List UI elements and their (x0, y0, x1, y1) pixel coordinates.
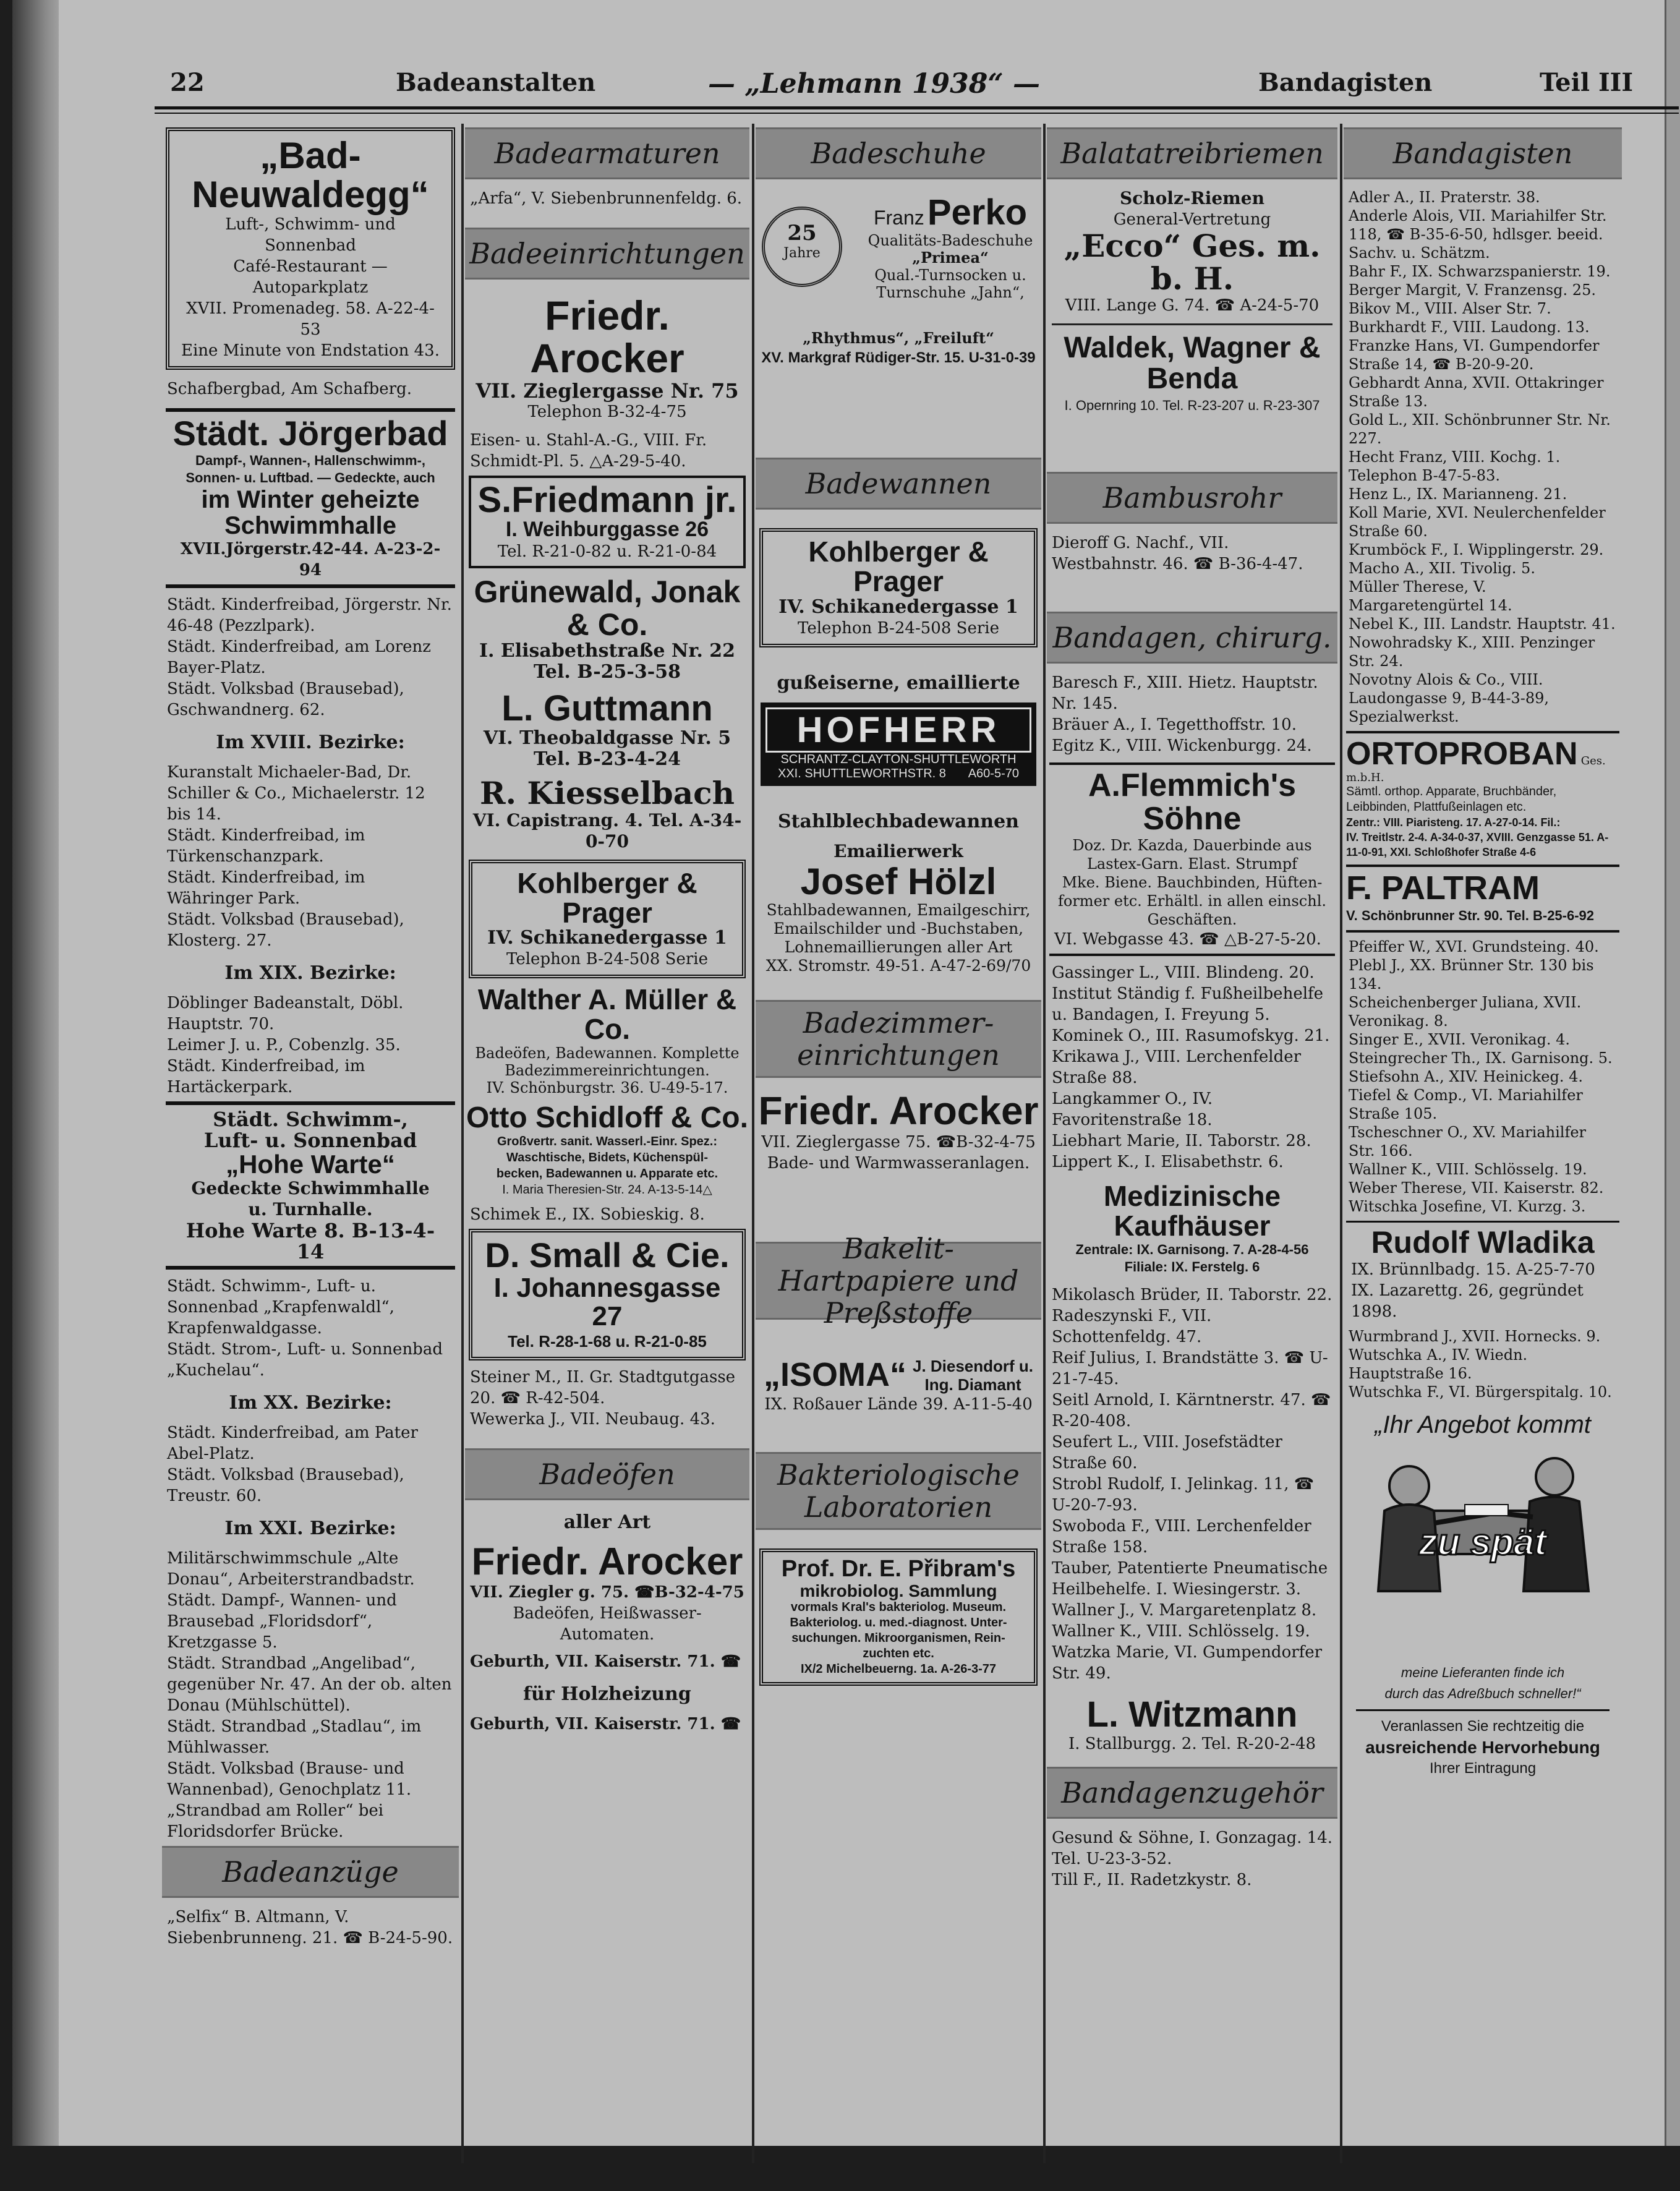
listing-entry: Eisen- u. Stahl-A.-G., VIII. Fr. Schmidt-Pl. 5. △A-29-5-40. (470, 430, 707, 471)
listing-entry: Gassinger L., VIII. Blindeng. 20. (1052, 963, 1315, 982)
listing-entry: Nowohradsky K., XIII. Penzinger Str. 24. (1349, 634, 1595, 670)
ad-line: VIII. Lange G. 74. ☎ A-24-5-70 (1065, 296, 1320, 315)
header-rule-thin (155, 113, 1679, 114)
listing-entry: Wutschka F., VI. Bürgerspitalg. 10. (1349, 1383, 1612, 1401)
listing-entry: Geburth, VII. Kaiserstr. 71. ☎ (470, 1715, 741, 1734)
ad-line: Tel. B-25-3-58 (534, 661, 681, 683)
ad-line: SCHRANTZ-CLAYTON-SHUTTLEWORTH (780, 752, 1017, 766)
listing-entry: Singer E., XVII. Veronikag. 4. (1349, 1031, 1571, 1049)
listing-entry: Gebhardt Anna, XVII. Ottakringer Straße 13. (1349, 374, 1604, 410)
section-heading: Balatatreibriemen (1047, 127, 1337, 179)
ad-name: Prof. Dr. E. Přibram's (781, 1555, 1016, 1582)
ad-perko (756, 188, 1041, 374)
listing-entry: Steiner M., II. Gr. Stadtgutgasse 20. ☎ R-42-504. (470, 1368, 736, 1408)
ad-line: Luft- u. Sonnenbad (203, 1128, 417, 1152)
ad-line: V. Schönbrunner Str. 90. Tel. B-25-6-92 (1346, 908, 1595, 924)
listing-group (162, 762, 459, 951)
listing-entry: Tscheschner O., XV. Mariahilfer Str. 166. (1349, 1124, 1586, 1160)
ad-line: Telephon B-32-4-75 (527, 402, 687, 421)
sub-heading: gußeiserne, emaillierte (777, 672, 1020, 694)
ad-name: HOFHERR (765, 707, 1031, 753)
ad-name: Friedr. Arocker (530, 293, 684, 382)
ad-line: suchungen. Mikroorganismen, Rein- (791, 1631, 1005, 1646)
listing-entry: Wallner J., V. Margaretenplatz 8. (1052, 1600, 1317, 1620)
ad-line: vormals Kral's bakteriolog. Museum. (790, 1600, 1007, 1615)
ad-kohlberger-prager (759, 528, 1038, 647)
listing-entry: Gesund & Söhne, I. Gonzagag. 14. Tel. U-23-3-52. (1052, 1829, 1333, 1869)
ad-first-name: Franz (873, 207, 924, 229)
ad-line: IV. Treitlstr. 2-4. A-34-0-37, XVIII. Genzgasse 51. A-11-0-91, XXI. Schloßhofer Straße 4-6 (1346, 831, 1609, 858)
ad-phone: A60-5-70 (968, 766, 1019, 780)
ad-line: I. Maria Theresien-Str. 24. A-13-5-14△ (502, 1183, 712, 1197)
section-heading: Bambusrohr (1047, 472, 1337, 524)
listing-entry: Kuranstalt Michaeler-Bad, Dr. Schiller & Co., Michaelerstr. 12 bis 14. (167, 762, 425, 824)
ad-line: Qualitäts-Badeschuhe (868, 231, 1033, 249)
ad-arocker (756, 1090, 1041, 1174)
ad-witzmann (1047, 1696, 1337, 1755)
listing-entry: Henz L., IX. Marianneng. 21. (1349, 485, 1567, 503)
listing-entry: Städt. Strom-, Luft- u. Sonnenbad „Kuchelau“. (167, 1339, 443, 1380)
ad-line: Badezimmereinrichtungen. (505, 1061, 710, 1079)
listing-entry: Burkhardt F., VIII. Laudong. 13. (1349, 318, 1590, 336)
listing-group (1047, 962, 1337, 1172)
ad-line: IX. Brünnlbadg. 15. A-25-7-70 (1351, 1260, 1595, 1279)
ad-line: VI. Theobaldgasse Nr. 5 (483, 727, 731, 750)
section-heading: Badeöfen (465, 1448, 749, 1500)
ad-line: Gedeckte Schwimmhalle (191, 1177, 430, 1198)
listing-entry: „Strandbad am Roller“ bei Floridsdorfer Brücke. (167, 1801, 384, 1841)
listing-group (1047, 1284, 1337, 1684)
ad-line: Städt. Schwimm-, (213, 1107, 408, 1131)
listing-entry: „Selfix“ B. Altmann, V. Siebenbrunneng. 21. ☎ B-24-5-90. (167, 1907, 453, 1947)
listing-entry: „Arfa“, V. Siebenbrunnenfeldg. 6. (470, 189, 743, 208)
ad-line: Waschtische, Bidets, Küchenspül- (506, 1151, 708, 1165)
listing-entry: Leimer J. u. P., Cobenzlg. 35. (167, 1035, 401, 1054)
ad-name: Friedr. Arocker (471, 1540, 743, 1584)
listing-group (162, 1422, 459, 1506)
ad-hofherr (761, 703, 1036, 786)
ad-line: Lastex-Garn. Elast. Strumpf (1086, 855, 1298, 873)
ad-name: Otto Schidloff & Co. (466, 1101, 748, 1134)
ad-line: IX. Roßauer Lände 39. A-11-5-40 (764, 1394, 1033, 1414)
ad-line: Badeöfen, Heißwasser-Automaten. (513, 1604, 702, 1644)
section-heading: Bakelit-Hartpapiere und Preßstoffe (756, 1242, 1041, 1320)
listing-entry: Mikolasch Brüder, II. Taborstr. 22. (1052, 1285, 1332, 1304)
ad-line: former etc. Erhältl. in allen einschl. (1058, 892, 1326, 910)
ad-line: Bade- und Warmwasseranlagen. (767, 1153, 1030, 1172)
ad-line: Badeöfen, Badewannen. Komplette (475, 1044, 740, 1062)
ad-name: Kohlberger & Prager (517, 866, 697, 929)
ad-line: Filiale: IX. Ferstelg. 6 (1124, 1258, 1260, 1275)
ad-line: VII. Zieglergasse 75. ☎B-32-4-75 (761, 1132, 1036, 1151)
ad-name: Walther A. Müller & Co. (477, 983, 737, 1046)
ad-line: Ing. Diamant (924, 1375, 1021, 1394)
ad-line: Eine Minute von Endstation 43. (181, 341, 440, 360)
listing-entry: Krumböck F., I. Wipplingerstr. 29. (1349, 541, 1604, 558)
ad-line: Tel. R-28-1-68 u. R-21-0-85 (508, 1332, 707, 1351)
ad-bad-neuwaldegg (166, 127, 455, 370)
section-heading: Badewannen (756, 458, 1041, 510)
listing-entry: Tauber, Patentierte Pneumatische Heilbehelfe. I. Wiesingerstr. 3. (1052, 1558, 1328, 1599)
ad-line: u. Turnhalle. (248, 1198, 373, 1219)
promo-line: Ihrer Eintragung (1429, 1759, 1537, 1777)
ad-small (469, 1229, 746, 1360)
ad-line: I. Stallburgg. 2. Tel. R-20-2-48 (1068, 1735, 1316, 1754)
listing-entry: Plebl J., XX. Brünner Str. 130 bis 134. (1349, 957, 1594, 993)
listing-group (1344, 937, 1622, 1216)
ad-line: XXI. SHUTTLEWORTHSTR. 8 (778, 766, 946, 780)
ad-name: Josef Hölzl (800, 860, 997, 902)
listing-entry: Städt. Kinderfreibad, im Türkenschanzpark. (167, 826, 365, 866)
ad-line: VII. Ziegler g. 75. ☎B-32-4-75 (470, 1583, 744, 1602)
page-number: 22 (170, 68, 205, 97)
ad-flemmich (1049, 762, 1335, 956)
listing-entry: Liebhart Marie, II. Taborstr. 28. (1052, 1131, 1311, 1150)
column-2 (465, 124, 749, 2163)
listing-entry: Döblinger Badeanstalt, Döbl. Hauptstr. 70. (167, 993, 404, 1033)
ad-line: Geschäften. (1147, 910, 1237, 928)
ad-name: D. Small & Cie. (485, 1236, 730, 1275)
listing-entry: Steingrecher Th., IX. Garnisong. 5. (1349, 1049, 1613, 1067)
listing-entry: Stiefsohn A., XIV. Heinickeg. 4. (1349, 1068, 1583, 1086)
listing-group (1344, 188, 1622, 726)
ad-kiesselbach (465, 777, 749, 852)
promo-line: durch das Adreßbuch schneller!“ (1384, 1685, 1581, 1701)
section-heading: Badeanzüge (162, 1846, 459, 1898)
section-heading: Badeschuhe (756, 127, 1041, 179)
listing-entry: Strobl Rudolf, I. Jelinkag. 11, ☎ U-20-7-93. (1052, 1474, 1315, 1514)
listing-entry: Baresch F., XIII. Hietz. Hauptstr. Nr. 145. (1052, 673, 1318, 713)
ad-line: IV. Schikanedergasse 1 (487, 927, 727, 949)
next-page-edge (1665, 0, 1680, 2146)
listing-entry: Städt. Kinderfreibad, im Hartäckerpark. (167, 1056, 365, 1096)
ad-name: R. Kiesselbach (480, 775, 735, 812)
ad-line: Emailschilder und -Buchstaben, (773, 919, 1024, 937)
header-rule (155, 106, 1679, 109)
ad-medizinische-kaufhaeuser (1047, 1181, 1337, 1276)
ad-line: I. Opernring 10. Tel. R-23-207 u. R-23-307 (1064, 397, 1320, 413)
ad-line: VI. Capistrang. 4. Tel. A-34-0-70 (472, 809, 742, 852)
listing-group (162, 1548, 459, 1842)
ad-line: zuchten etc. (863, 1647, 934, 1661)
ad-name: Rudolf Wladika (1371, 1225, 1595, 1260)
listing-entry: Radeszynski F., VII. Schottenfeldg. 47. (1052, 1306, 1212, 1346)
promo-line: Veranlassen Sie rechtzeitig die (1381, 1717, 1585, 1735)
ad-gruenewald (465, 576, 749, 683)
ad-line: Sonnen- u. Luftbad. — Gedeckte, auch (185, 469, 435, 485)
ad-line: becken, Badewannen u. Apparate etc. (496, 1167, 718, 1181)
sub-heading: für Holzheizung (523, 1683, 691, 1706)
ad-line: VI. Webgasse 43. ☎ △B-27-5-20. (1054, 929, 1321, 949)
listing-entry: Reif Julius, I. Brandstätte 3. ☎ U-21-7-45. (1052, 1348, 1328, 1388)
listing-entry: Schafbergbad, Am Schafberg. (167, 380, 412, 398)
ad-suffix: Ges. m.b.H. (1346, 754, 1606, 784)
column-4 (1047, 124, 1337, 2163)
ad-line: XVII. Promenadeg. 58. A-22-4-53 (186, 299, 435, 339)
listing-entry: Swoboda F., VIII. Lerchenfelder Straße 158. (1052, 1516, 1311, 1557)
listing-entry: Pfeiffer W., XVI. Grundsteing. 40. (1349, 938, 1599, 956)
listing-entry: Städt. Schwimm-, Luft- u. Sonnenbad „Krapfenwaldl“, Krapfenwaldgasse. (167, 1276, 394, 1338)
ad-name: Kohlberger & Prager (808, 536, 989, 598)
ad-schidloff (465, 1103, 749, 1198)
ad-mueller (465, 984, 749, 1096)
listing-entry: Macho A., XII. Tivolig. 5. (1349, 560, 1535, 577)
listing-group (162, 993, 459, 1098)
listing-entry: Wutschka A., IV. Wiedn. Hauptstraße 16. (1349, 1346, 1528, 1382)
district-heading: Im XIX. Bezirke: (224, 962, 396, 984)
listing-entry: Langkammer O., IV. Favoritenstraße 18. (1052, 1089, 1213, 1129)
column-separator (1340, 124, 1342, 2163)
ad-name: „Bad-Neuwaldegg“ (192, 135, 429, 215)
ad-line: I. Johannesgasse 27 (493, 1272, 721, 1332)
ad-line: Mke. Biene. Bauchbinden, Hüften- (1062, 873, 1323, 891)
ad-line: Scholz-Riemen (1120, 188, 1264, 208)
ad-line: Turnschuhe „Jahn“, (876, 283, 1025, 301)
listing-entry: Müller Therese, V. Margaretengürtel 14. (1349, 578, 1512, 614)
badge-number: 25 (787, 221, 817, 246)
listing-entry: Seufert L., VIII. Josefstädter Straße 60. (1052, 1432, 1282, 1472)
ad-line: XV. Markgraf Rüdiger-Str. 15. U-31-0-39 (761, 349, 1036, 366)
section-heading: Badeeinrichtungen (465, 228, 749, 280)
ad-line: Café-Restaurant — Autoparkplatz (233, 257, 388, 297)
listing-entry: Berger Margit, V. Franzensg. 25. (1349, 281, 1596, 299)
listing-entry: Wallner K., VIII. Schlösselg. 19. (1349, 1161, 1587, 1179)
ad-line: IV. Schikanedergasse 1 (778, 596, 1018, 618)
ad-paltram (1346, 865, 1619, 933)
column-separator (461, 124, 464, 2163)
listing-entry: Städt. Kinderfreibad, Jörgerstr. Nr. 46-48 (Pezzlpark). (167, 595, 452, 635)
ad-line: Luft-, Schwimm- und Sonnenbad (225, 215, 396, 255)
promo-cartoon (1347, 1411, 1618, 1671)
badge-label: Jahre (783, 246, 821, 261)
ad-line: I. Elisabethstraße Nr. 22 (479, 640, 736, 662)
promo-line: ausreichende Hervorhebung (1365, 1737, 1600, 1757)
ad-line: mikrobiolog. Sammlung (799, 1581, 997, 1600)
ad-name: F. PALTRAM (1346, 869, 1540, 907)
section-heading: Bakteriologische Laboratorien (756, 1452, 1041, 1530)
listing-entry: Watzka Marie, VI. Gumpendorfer Str. 49. (1052, 1642, 1323, 1683)
ad-line: Bakteriolog. u. med.-diagnost. Unter- (790, 1616, 1007, 1630)
listing-entry: Scheichenberger Juliana, XVII. Veronikag. 8. (1349, 994, 1582, 1030)
sub-heading: Stahlblechbadewannen (778, 810, 1019, 832)
column-separator (1043, 124, 1046, 2163)
column-5 (1344, 124, 1622, 2163)
listing-entry: Egitz K., VIII. Wickenburgg. 24. (1052, 736, 1312, 755)
listing-entry: Krikawa J., VIII. Lerchenfelder Straße 88. (1052, 1047, 1302, 1087)
ad-line: IX. Lazarettg. 26, gegründet 1898. (1351, 1281, 1584, 1321)
listing-entry: Wurmbrand J., XVII. Hornecks. 9. (1349, 1327, 1601, 1345)
ad-hoelzl (756, 841, 1041, 975)
ad-line: Zentr.: VIII. Piaristeng. 17. A-27-0-14. Fil.: (1346, 816, 1561, 829)
listing-entry: Bahr F., IX. Schwarzspanierstr. 19. (1349, 263, 1611, 280)
ad-line: Lohnemaillierungen aller Art (784, 937, 1013, 956)
ad-name: Perko (927, 192, 1028, 233)
ad-line: „Primea“ (912, 248, 989, 267)
section-heading: Bandagisten (1344, 127, 1622, 179)
ad-line: XVII.Jörgerstr.42-44. A-23-2-94 (180, 539, 441, 579)
listing-entry: Hecht Franz, VIII. Kochg. 1. Telephon B-47-5-83. (1349, 448, 1561, 484)
listing-entry: Dieroff G. Nachf., VII. Westbahnstr. 46. ☎ B-36-4-47. (1052, 533, 1303, 573)
listing-entry: Witschka Josefine, VI. Kurzg. 3. (1349, 1198, 1586, 1216)
promo-stamp: zu spät (1418, 1521, 1547, 1563)
listing-entry: Städt. Strandbad „Stadlau“, im Mühlwasser. (167, 1717, 422, 1757)
section-heading: Bandagen, chirurg. (1047, 612, 1337, 664)
ad-line: J. Diesendorf u. (912, 1356, 1034, 1375)
district-heading: Im XVIII. Bezirke: (216, 731, 405, 753)
ad-name: L. Guttmann (501, 688, 713, 729)
ad-line: IV. Schönburgstr. 36. U-49-5-17. (486, 1078, 728, 1096)
section-heading: Bandagenzugehör (1047, 1767, 1337, 1819)
ad-name: Friedr. Arocker (758, 1088, 1039, 1133)
listing-entry: Wewerka J., VII. Neubaug. 43. (470, 1410, 715, 1429)
ad-waldek (1047, 333, 1337, 416)
ad-name: Waldek, Wagner & Benda (1064, 331, 1321, 396)
section-heading: Badezimmer-einrichtungen (756, 1000, 1041, 1078)
ad-pribram (759, 1548, 1038, 1686)
ad-name: S.Friedmann jr. (477, 479, 737, 520)
ad-line: General-Vertretung (1113, 210, 1271, 229)
ad-line: Qual.-Turnsocken u. (874, 266, 1026, 284)
listing-entry: Adler A., II. Praterstr. 38. (1349, 189, 1540, 206)
listing-group (162, 1276, 459, 1381)
listing-entry: Till F., II. Radetzkystr. 8. (1052, 1871, 1252, 1890)
header-center-title: — „Lehmann 1938“ — (708, 68, 1041, 100)
ad-arocker-oefen (465, 1542, 749, 1645)
listing-entry: Städt. Dampf-, Wannen- und Brausebad „Floridsdorf“, Kretzgasse 5. (167, 1591, 397, 1652)
ad-line: VII. Zieglergasse Nr. 75 (475, 378, 739, 403)
ad-line: Leibbinden, Plattfußeinlagen etc. (1346, 800, 1527, 814)
ad-line: Telephon B-24-508 Serie (798, 618, 999, 638)
ad-name: A.Flemmich's Söhne (1088, 767, 1297, 837)
ad-line: XX. Stromstr. 49-51. A-47-2-69/70 (765, 956, 1031, 975)
ad-joergerbad (166, 408, 455, 588)
ad-line: Tel. B-23-4-24 (534, 748, 681, 771)
district-heading: Im XXI. Bezirke: (224, 1517, 396, 1539)
listing-entry: Wallner K., VIII. Schlösselg. 19. (1052, 1621, 1310, 1641)
listing-entry: Koll Marie, XVI. Neulerchenfelder Straße 60. (1349, 504, 1606, 540)
ad-friedmann (469, 476, 746, 569)
column-3 (756, 124, 1041, 2163)
header-right-title: Bandagisten (1258, 68, 1433, 97)
listing-entry: Städt. Kinderfreibad, im Währinger Park. (167, 868, 365, 908)
listing-entry: Bikov M., VIII. Alser Str. 7. (1349, 300, 1551, 317)
ad-kohlberger-prager (469, 860, 746, 979)
ad-line: Zentrale: IX. Garnisong. 7. A-28-4-56 (1075, 1241, 1309, 1257)
ad-hohe-warte (166, 1101, 455, 1270)
promo-line: meine Lieferanten finde ich (1401, 1664, 1565, 1680)
ad-name: „ISOMA“ (763, 1356, 906, 1394)
ad-line: I. Weihburggasse 26 (505, 518, 709, 542)
ad-name: „Hohe Warte“ (226, 1149, 395, 1179)
listing-entry: Weber Therese, VII. Kaiserstr. 82. (1349, 1179, 1604, 1197)
ad-isoma (756, 1357, 1041, 1394)
sub-heading: aller Art (563, 1511, 651, 1534)
ad-wladika (1346, 1221, 1619, 1322)
listing-group (1047, 672, 1337, 756)
listing-group (1047, 1827, 1337, 1890)
ad-arocker (465, 294, 749, 422)
listing-entry: Lippert K., I. Elisabethstr. 6. (1052, 1152, 1284, 1171)
listing-entry: Gold L., XII. Schönbrunner Str. Nr. 227. (1349, 411, 1611, 447)
listing-entry: Schimek E., IX. Sobieskig. 8. (470, 1205, 705, 1224)
district-heading: Im XX. Bezirke: (229, 1391, 392, 1414)
ad-line: Telephon B-24-508 Serie (506, 950, 708, 969)
ad-guttmann (465, 690, 749, 770)
header-left-title: Badeanstalten (396, 68, 596, 97)
listing-group (162, 594, 459, 720)
ad-line: „Rhythmus“, „Freiluft“ (803, 329, 994, 347)
listing-entry: Städt. Volksbad (Brause- und Wannenbad), Genochplatz 11. (167, 1759, 412, 1799)
ad-line: Tel. R-21-0-82 u. R-21-0-84 (497, 542, 717, 562)
ad-line: IX/2 Michelbeuerng. 1a. A-26-3-77 (800, 1662, 997, 1676)
listing-group (1344, 1327, 1622, 1401)
ad-ortoproban (1346, 731, 1619, 860)
ad-line: Stahlbadewannen, Emailgeschirr, (766, 900, 1031, 919)
listing-entry: Novotny Alois & Co., VIII. Laudongasse 9, B-44-3-89, Spezialwerkst. (1349, 671, 1550, 725)
listing-entry: Franzke Hans, VI. Gumpendorfer Straße 14, ☎ B-20-9-20. (1349, 337, 1600, 373)
ad-line: Doz. Dr. Kazda, Dauerbinde aus (1072, 836, 1312, 854)
column-separator (752, 124, 754, 2163)
ad-line: Dampf-, Wannen-, Hallenschwimm-, (195, 452, 425, 468)
listing-entry: Kominek O., III. Rasumofskyg. 21. (1052, 1026, 1330, 1045)
ad-name: Grünewald, Jonak & Co. (474, 574, 741, 642)
section-heading: Badearmaturen (465, 127, 749, 179)
ad-name: Medizinische Kaufhäuser (1103, 1179, 1281, 1242)
ad-headline: im Winter geheizte Schwimmhalle (201, 485, 420, 539)
ad-name: Städt. Jörgerbad (173, 414, 448, 453)
listing-entry: Bräuer A., I. Tegetthoffstr. 10. (1052, 715, 1297, 734)
listing-entry: Institut Ständig f. Fußheilbehelfe u. Bandagen, I. Freyung 5. (1052, 984, 1324, 1024)
listing-entry: Städt. Volksbad (Brausebad), Treustr. 60. (167, 1465, 404, 1505)
listing-entry: Geburth, VII. Kaiserstr. 71. ☎ (470, 1652, 741, 1672)
promo-title: „Ihr Angebot kommt (1375, 1411, 1591, 1438)
ad-line: Sämtl. orthop. Apparate, Bruchbänder, (1346, 784, 1557, 798)
listing-entry: Städt. Kinderfreibad, am Pater Abel-Platz. (167, 1423, 418, 1463)
column-1 (162, 124, 459, 2163)
listing-entry: Nebel K., III. Landstr. Hauptstr. 41. (1349, 615, 1616, 633)
listing-entry: Tiefel & Comp., VI. Mariahilfer Straße 105. (1349, 1087, 1583, 1123)
listing-entry: Städt. Kinderfreibad, am Lorenz Bayer-Platz. (167, 637, 431, 677)
listing-entry: Städt. Strandbad „Angelibad“, gegenüber Nr. 47. An der ob. alten Donau (Mühlschüttel). (167, 1654, 452, 1715)
ad-scholz-ecco (1047, 188, 1337, 316)
listing-entry: Anderle Alois, VII. Mariahilfer Str. 118, ☎ B-35-6-50, hdlsger. beeid. Sachv. u. Schätzm. (1349, 207, 1607, 262)
listing-entry: Städt. Volksbad (Brausebad), Klosterg. 27. (167, 910, 404, 950)
listing-entry: Städt. Volksbad (Brausebad), Gschwandnerg. 62. (167, 679, 404, 719)
ad-line: Emailierwerk (834, 840, 963, 861)
header-part: Teil III (1540, 68, 1634, 97)
ad-name: ORTOPROBAN (1346, 736, 1578, 772)
ad-line: Hohe Warte 8. B-13-4-14 (185, 1218, 435, 1263)
listing-entry: Seitl Arnold, I. Kärntnerstr. 47. ☎ R-20-408. (1052, 1390, 1331, 1430)
ad-name: „Ecco“ Ges. m. b. H. (1064, 228, 1321, 297)
listing-entry: Militärschwimmschule „Alte Donau“, Arbeiterstrandbadstr. (167, 1548, 415, 1589)
ad-line: Großvertr. sanit. Wasserl.-Einr. Spez.: (497, 1135, 718, 1149)
ad-name: L. Witzmann (1086, 1694, 1298, 1735)
anniversary-wreath-icon (762, 207, 842, 287)
